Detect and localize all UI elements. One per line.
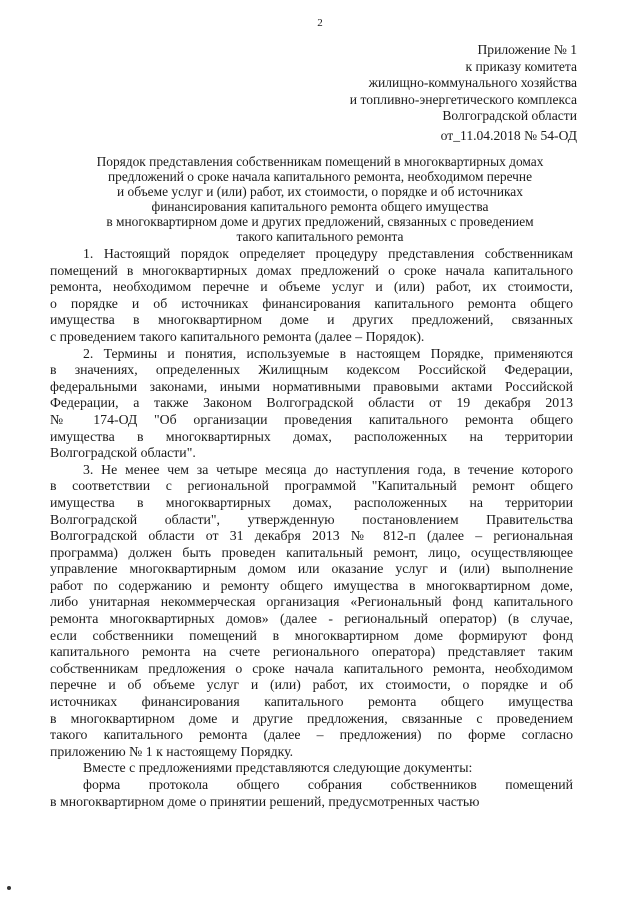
paragraph-line: перечне и об объеме услуг и (или) работ, их стоимости, о порядке и об (50, 677, 573, 693)
paragraph-line: в многоквартирном доме о принятии решений, предусмотренных частью (50, 793, 480, 809)
paragraph-line: имущества в многоквартирных домах, расположенных на территории (50, 428, 573, 444)
appendix-header (277, 42, 577, 144)
paragraph-line: Волгоградской области от 31 декабря 2013 № 812-п (далее – региональная (50, 528, 573, 544)
paragraph-line: в многоквартирном доме и другие предложения, связанные с проведением (50, 710, 573, 726)
page-number: 2 (317, 17, 323, 29)
paragraph-line: такого капитального ремонта (далее – предложения) по форме согласно (50, 727, 573, 743)
paragraph-line: программа) должен быть проведен капитальный ремонт, лицо, осуществляющее (50, 544, 573, 560)
paragraph-line: ремонта, необходимом перечне и объеме услуг и (или) работ, их стоимости, (50, 279, 573, 295)
paragraph-line: 1. Настоящий порядок определяет процедуру представления собственникам (83, 246, 573, 261)
paragraph-line: Волгоградской области", утвержденную постановлением Правительства (50, 511, 573, 527)
document-title (50, 155, 590, 244)
title-line: предложений о сроке начала капитального ремонта, необходимом перечне (107, 168, 533, 184)
scan-artifact (7, 886, 11, 890)
appendix-line: жилищно-коммунального хозяйства (368, 75, 577, 90)
appendix-date-line: от_11.04.2018 № 54-ОД (440, 127, 577, 143)
paragraph (50, 777, 573, 810)
paragraph-line: форма протокола общего собрания собственников помещений (83, 777, 573, 792)
appendix-line: и топливно-энергетического комплекса (349, 91, 577, 107)
paragraph-line: Федерации, а также Законом Волгоградской области от 19 декабря 2013 (50, 395, 573, 411)
paragraph-line: приложению № 1 к настоящему Порядку. (50, 743, 294, 759)
title-line: Порядок представления собственникам помещений в многоквартирных домах (96, 154, 544, 169)
paragraph-line: Волгоградской области". (50, 445, 196, 461)
paragraph-line: либо унитарная некоммерческая организация «Региональный фонд капитального (50, 594, 573, 610)
paragraph-line: имущества в многоквартирных домах, расположенных на территории (50, 494, 573, 510)
title-line: финансирования капитального ремонта общего имущества (151, 198, 489, 214)
paragraph-line: федеральными законами, иными нормативными правовыми актами Российской (50, 378, 573, 394)
paragraph-line: помещений в многоквартирных домах предложений о сроке начала капитального (50, 262, 573, 278)
paragraph-line: № 174-ОД "Об организации проведения капитального ремонта общего (50, 411, 573, 427)
appendix-line: Волгоградской области (442, 108, 577, 123)
paragraph-line: в соответствии с региональной программой "Капитальный ремонт общего (50, 478, 573, 494)
paragraph-line: ремонта многоквартирных домов» (далее - региональный оператор) (в случае, (50, 611, 573, 627)
paragraph-line: о порядке и об источниках финансирования капитального ремонта общего (50, 295, 573, 311)
paragraph-line: с проведением такого капитального ремонта (далее – Порядок). (50, 328, 425, 344)
paragraph-line: в значениях, определенных Жилищным кодексом Российской Федерации, (50, 362, 573, 378)
paragraph-line: управление многоквартирным домом или оказание услуг и (или) выполнение (50, 561, 573, 577)
paragraph-line: имущества в многоквартирном доме и других предложений, связанных (50, 312, 573, 328)
title-line: такого капитального ремонта (236, 228, 404, 244)
document-body (50, 246, 573, 810)
paragraph-line: 3. Не менее чем за четыре месяца до наступления года, в течение которого (83, 461, 573, 477)
paragraph-line: Вместе с предложениями представляются следующие документы: (83, 760, 473, 776)
appendix-line: к приказу комитета (465, 58, 577, 74)
paragraph-line: работ по содержанию и ремонту общего имущества в многоквартирном доме, (50, 577, 573, 593)
paragraph-line: если собственники помещений в многоквартирном доме формируют фонд (50, 627, 573, 643)
paragraph-line: собственникам предложения о сроке начала капитального ремонта, необходимом (50, 660, 573, 676)
paragraph (50, 346, 573, 462)
paragraph-line: капитального ремонта на счете регионального оператора) представляет таким (50, 644, 573, 660)
paragraph (50, 760, 573, 777)
appendix-line: Приложение № 1 (477, 42, 577, 57)
paragraph (50, 462, 573, 761)
paragraph-line: 2. Термины и понятия, используемые в настоящем Порядке, применяются (83, 345, 573, 361)
title-line: в многоквартирном доме и других предложений, связанных с проведением (106, 213, 534, 229)
paragraph (50, 246, 573, 346)
title-line: и объеме услуг и (или) работ, их стоимости, о порядке и об источниках (117, 183, 523, 199)
paragraph-line: источниках финансирования капитального ремонта общего имущества (50, 694, 573, 710)
